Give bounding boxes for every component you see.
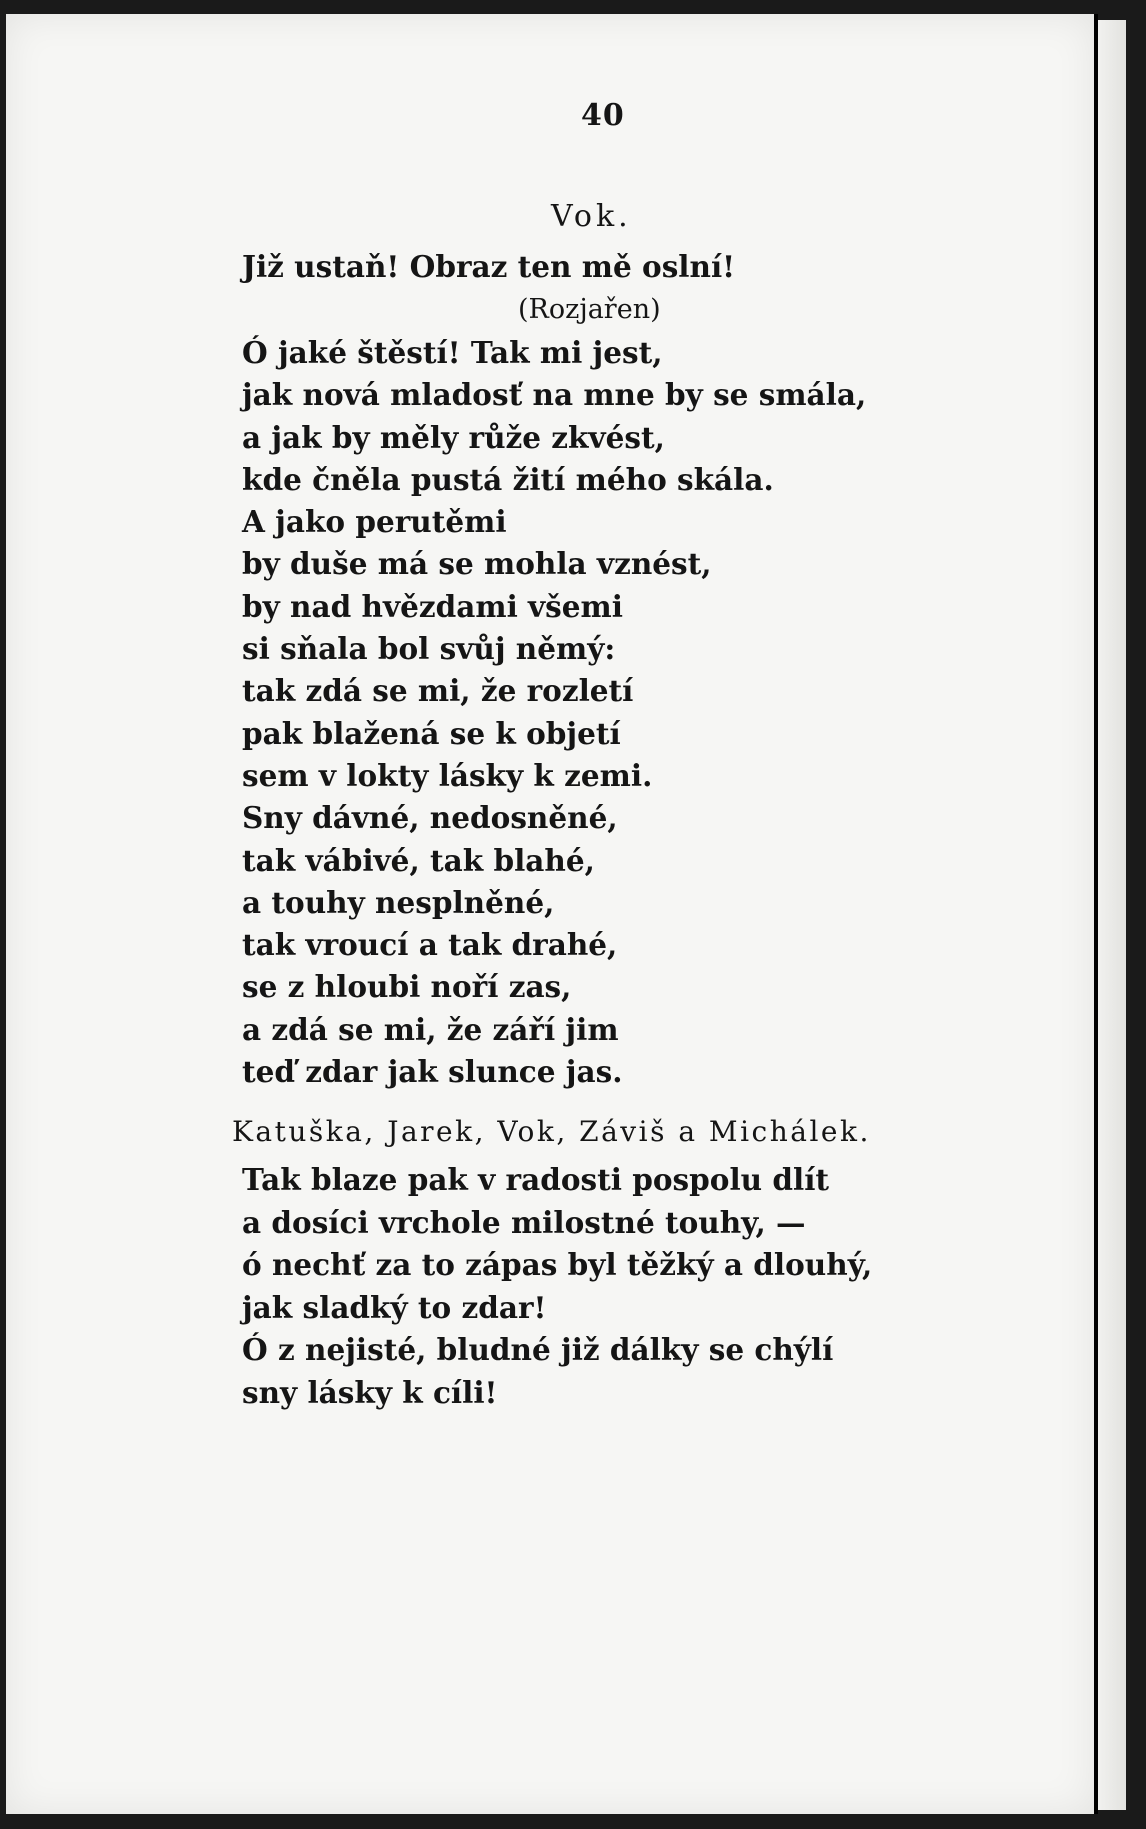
next-page-edge	[1098, 20, 1126, 1810]
verse-line: tak vábivé, tak blahé,	[242, 842, 595, 878]
book-page	[6, 14, 1094, 1814]
verse-line: tak zdá se mi, že rozletí	[242, 673, 634, 709]
verse-line: ó nechť za to zápas byl těžký a dlouhý,	[242, 1247, 873, 1283]
verse-block-vok	[242, 332, 866, 1093]
verse-line: teď zdar jak slunce jas.	[242, 1054, 623, 1090]
verse-line: jak nová mladosť na mne by se smála,	[242, 377, 867, 413]
verse-line: by duše má se mohla vznést,	[242, 546, 712, 582]
verse-line: sny lásky k cíli!	[242, 1374, 498, 1410]
verse-line: pak blažená se k objetí	[242, 715, 621, 751]
verse-line: Tak blaze pak v radosti pospolu dlít	[242, 1162, 830, 1197]
verse-line: tak vroucí a tak drahé,	[242, 927, 618, 963]
verse-line: Sny dávné, nedosněné,	[242, 800, 618, 836]
stage-direction: (Rozjařen)	[518, 294, 661, 325]
verse-line: a dosíci vrchole milostné touhy, —	[242, 1204, 806, 1240]
page-number: 40	[581, 98, 625, 133]
verse-line: se z hloubi noří zas,	[242, 969, 572, 1005]
verse-line: A jako perutěmi	[242, 504, 507, 540]
verse-line: Ó jaké štěstí! Tak mi jest,	[242, 335, 663, 370]
verse-block-ensemble	[242, 1159, 872, 1415]
opening-line-block	[242, 246, 735, 288]
verse-line: by nad hvězdami všemi	[242, 588, 623, 624]
verse-line: Ó z nejisté, bludné již dálky se chýlí	[242, 1332, 834, 1368]
verse-line: si sňala bol svůj němý:	[242, 631, 616, 667]
verse-line: a zdá se mi, že září jim	[242, 1011, 619, 1047]
verse-line: sem v lokty lásky k zemi.	[242, 757, 653, 793]
verse-line: a jak by měly růže zkvést,	[242, 419, 665, 455]
verse-line: a touhy nesplněné,	[242, 884, 555, 920]
verse-line: kde čněla pustá žití mého skála.	[242, 461, 774, 497]
verse-line: Již ustaň! Obraz ten mě oslní!	[242, 249, 736, 284]
ensemble-speakers-heading: Katuška, Jarek, Vok, Záviš a Michálek.	[232, 1115, 871, 1148]
verse-line: jak sladký to zdar!	[242, 1289, 547, 1325]
speaker-heading: Vok.	[551, 199, 632, 234]
